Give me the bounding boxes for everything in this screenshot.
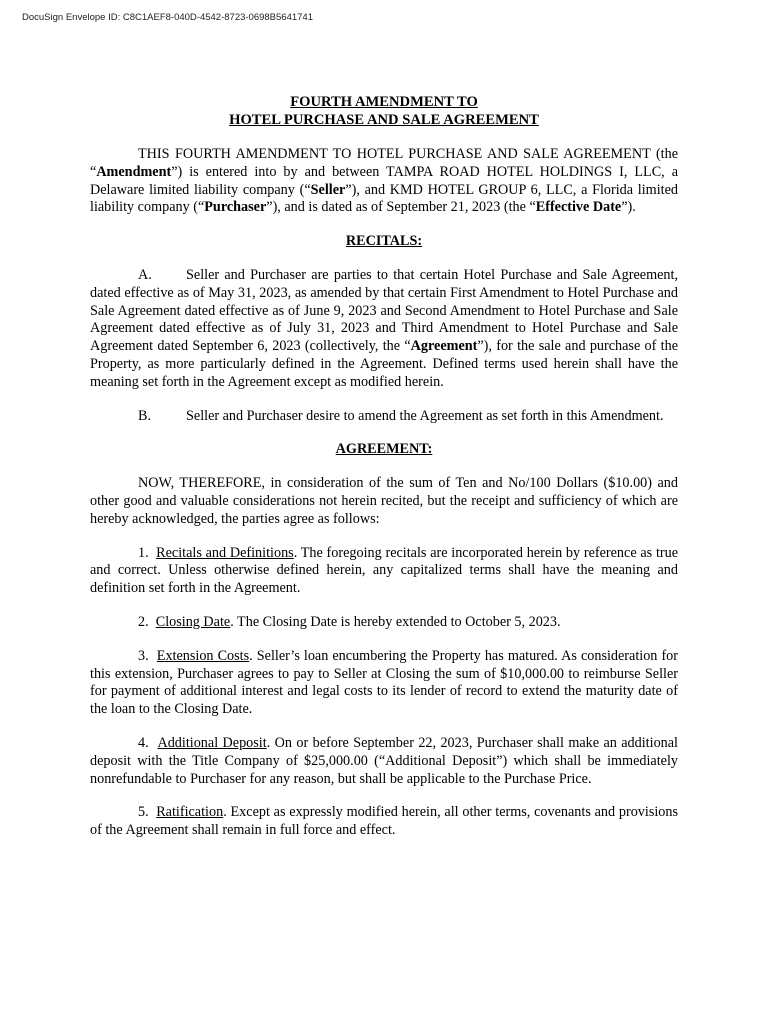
intro-text-2: ”) is entered into by and between TAMPA ROAD HOTEL HOLDINGS I, LLC, a Delaware limited liability company (“ — [90, 163, 678, 198]
title-line-2: HOTEL PURCHASE AND SALE AGREEMENT — [229, 112, 539, 128]
document-title — [0, 93, 768, 129]
section-text: . Seller’s loan encumbering the Property has matured. As consideration for this extension, Purchaser agrees to pay to Seller at Closing the sum of $10,000.00 to reimburse Seller for payment of additional interest and legal costs to its lender of record to extend the maturity date of the loan to the Closing Date. — [90, 647, 678, 718]
section-number: 3. — [138, 647, 149, 664]
section-text: . On or before September 22, 2023, Purchaser shall make an additional deposit with the Title Company of $25,000.00 (“Additional Deposit”) which shall be immediately nonrefundable to Purchaser for any reason, but shall be applicable to the Purchase Price. — [90, 734, 678, 787]
intro-text-1: THIS FOURTH AMENDMENT TO HOTEL PURCHASE AND SALE AGREEMENT (the “ — [90, 146, 678, 180]
intro-paragraph — [90, 146, 678, 217]
title-line-1: FOURTH AMENDMENT TO — [290, 94, 478, 110]
section-2 — [90, 614, 678, 632]
intro-text-4: ”), and is dated as of September 21, 2023 (the “ — [266, 199, 536, 216]
recitals-heading: RECITALS: — [345, 233, 423, 250]
agreement-heading: AGREEMENT: — [335, 441, 433, 458]
section-title: Extension Costs — [156, 647, 250, 664]
defined-term-amendment: Amendment — [96, 163, 172, 180]
section-title: Closing Date — [155, 613, 231, 630]
intro-text-5: ”). — [621, 199, 636, 216]
section-number: 1. — [138, 544, 149, 561]
document-body — [90, 146, 678, 840]
recital-b-letter: B. — [138, 407, 152, 424]
defined-term-agreement: Agreement — [410, 338, 478, 355]
section-text: . Except as expressly modified herein, all other terms, covenants and provisions of the Agreement shall remain in full force and effect. — [90, 804, 679, 839]
recital-a-text-1: Seller and Purchaser are parties to that certain Hotel Purchase and Sale Agreement, dated effective as of May 31, 2023, as amended by that certain First Amendment to Hotel Purchase and Sale Agreement dated effective as of June 9, 2023 and Second Amendment to Hotel Purchase and Sale Agreement dated effective as of July 31, 2023 and Third Amendment to Hotel Purchase and Sale Agreement dated September 6, 2023 (collectively, the “ — [90, 266, 678, 355]
section-text: . The Closing Date is hereby extended to October 5, 2023. — [230, 613, 561, 630]
defined-term-purchaser: Purchaser — [204, 199, 267, 216]
section-title: Recitals and Definitions — [156, 544, 294, 561]
section-5 — [90, 804, 678, 840]
section-1 — [90, 545, 678, 598]
docusign-envelope-id: DocuSign Envelope ID: C8C1AEF8-040D-4542-8723-0698B5641741 — [22, 12, 313, 23]
section-number: 4. — [138, 734, 149, 751]
now-therefore-paragraph: NOW, THEREFORE, in consideration of the sum of Ten and No/100 Dollars ($10.00) and other good and valuable considerations not herein recited, but the receipt and sufficiency of which are hereby acknowledged, the parties agree as follows: — [90, 475, 678, 527]
section-3 — [90, 648, 678, 719]
section-text: . The foregoing recitals are incorporated herein by reference as true and correct. Unless otherwise defined herein, any capitalized terms shall have the meaning and definition set forth in the Agreement. — [90, 544, 679, 597]
section-4 — [90, 735, 678, 788]
defined-term-seller: Seller — [310, 181, 346, 198]
recital-b — [90, 408, 678, 426]
intro-text-3: ”), and KMD HOTEL GROUP 6, LLC, a Florida limited liability company (“ — [90, 181, 678, 216]
section-number: 2. — [138, 613, 149, 630]
section-title: Additional Deposit — [157, 734, 267, 751]
defined-term-effective-date: Effective Date — [535, 199, 622, 216]
recital-a — [90, 267, 678, 392]
recital-b-text: Seller and Purchaser desire to amend the Agreement as set forth in this Amendment. — [186, 407, 664, 424]
section-number: 5. — [138, 804, 149, 821]
section-title: Ratification — [156, 804, 224, 821]
recital-a-text-2: ”), for the sale and purchase of the Property, as more particularly defined in the Agreement. Defined terms used herein shall have the meaning set forth in the Agreement except as modified herein. — [90, 338, 678, 390]
recital-a-letter: A. — [138, 266, 152, 283]
